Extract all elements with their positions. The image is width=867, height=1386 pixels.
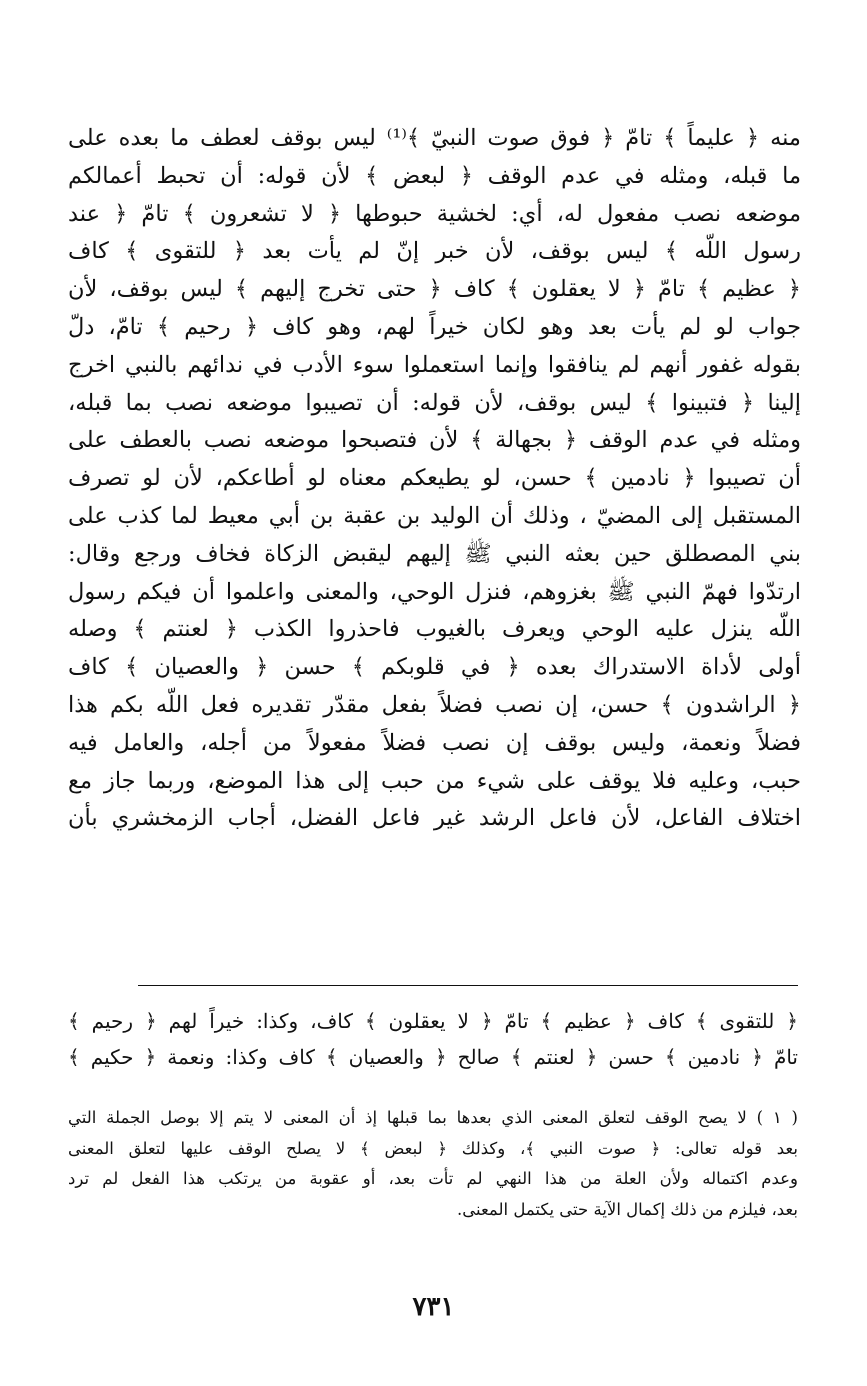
main-text-line: حبب، وعليه فلا يوقف على شيء من حبب إلى هذا الموضع، وربما جاز مع — [68, 767, 801, 794]
footnote-line: ( ١ ) لا يصح الوقف لتعلق المعنى الذي بعدها بما قبلها إذ أن المعنى لا يتم إلا بوصل الجملة التي — [68, 1108, 798, 1127]
main-text-body — [68, 120, 801, 838]
main-text-line: منه ﴿ عليماً ﴾ تامّ ﴿ فوق صوت النبيّ ﴾⁽¹⁾ ليس بوقف لعطف ما بعده على — [68, 125, 801, 151]
page-number: ٧٣١ — [412, 1292, 455, 1322]
variant-line: تامّ ﴿ نادمين ﴾ حسن ﴿ لعنتم ﴾ صالح ﴿ والعصيان ﴾ كاف وكذا: ونعمة ﴿ حكيم ﴾ — [68, 1045, 798, 1069]
main-text-line: رسول اللّه ﴾ ليس بوقف، لأن خبر إنّ لم يأت بعد ﴿ للتقوى ﴾ كاف — [68, 238, 801, 265]
main-text-line: إلينا ﴿ فتبينوا ﴾ ليس بوقف، لأن قوله: أن تصيبوا موضعه نصب بما قبله، — [68, 389, 801, 416]
footnote-line: بعد قوله تعالى: ﴿ صوت النبي ﴾، وكذلك ﴿ لبعض ﴾ لا يصلح الوقف عليها لتعلق المعنى — [68, 1138, 798, 1158]
footnote-separator — [138, 985, 798, 986]
main-text-line: ارتدّوا فهمّ النبي ﷺ بغزوهم، فنزل الوحي، والمعنى واعلموا أن فيكم رسول — [68, 578, 801, 605]
variant-line: ﴿ للتقوى ﴾ كاف ﴿ عظيم ﴾ تامّ ﴿ لا يعقلون ﴾ كاف، وكذا: خيراً لهم ﴿ رحيم ﴾ — [68, 1009, 798, 1033]
main-text-line: فضلاً ونعمة، وليس بوقف إن نصب فضلاً مفعولاً من أجله، والعامل فيه — [68, 729, 801, 756]
main-text-line: اختلاف الفاعل، لأن فاعل الرشد غير فاعل الفضل، أجاب الزمخشري بأن — [68, 805, 801, 832]
main-text-line: ﴿ الراشدون ﴾ حسن، إن نصب فضلاً بفعل مقدّر تقديره فعل اللّه بكم هذا — [68, 691, 801, 718]
main-text-line: ما قبله، ومثله في عدم الوقف ﴿ لبعض ﴾ لأن قوله: أن تحبط أعمالكم — [68, 162, 801, 189]
footnote-line: بعد، فيلزم من ذلك إكمال الآية حتى يكتمل المعنى. — [457, 1199, 798, 1219]
footnote-line: وعدم اكتماله ولأن العلة من هذا النهي لم تأت بعد، أو عقوبة من يرتكب هذا الفعل لم ترد — [68, 1169, 798, 1188]
footnote — [68, 1103, 798, 1225]
main-text-line: أولى لأداة الاستدراك بعده ﴿ في قلوبكم ﴾ حسن ﴿ والعصيان ﴾ كاف — [68, 654, 801, 681]
variant-notes — [68, 1003, 798, 1075]
main-text-line: أن تصيبوا ﴿ نادمين ﴾ حسن، لو يطيعكم معناه لو أطاعكم، لأن لو تصرف — [68, 465, 801, 492]
main-text-line: موضعه نصب مفعول له، أي: لخشية حبوطها ﴿ لا تشعرون ﴾ تامّ ﴿ عند — [68, 200, 801, 227]
main-text-line: ومثله في عدم الوقف ﴿ بجهالة ﴾ لأن فتصبحوا موضعه نصب بالعطف على — [68, 427, 801, 454]
main-text-line: المستقبل إلى المضيّ ، وذلك أن الوليد بن عقبة بن أبي معيط لما كذب على — [68, 502, 801, 529]
main-text-line: بني المصطلق حين بعثه النبي ﷺ إليهم ليقبض الزكاة فخاف ورجع وقال: — [68, 540, 801, 567]
main-text-line: جواب لو لم يأت بعد وهو لكان خيراً لهم، وهو كاف ﴿ رحيم ﴾ تامّ، دلّ — [68, 313, 801, 340]
main-text-line: ﴿ عظيم ﴾ تامّ ﴿ لا يعقلون ﴾ كاف ﴿ حتى تخرج إليهم ﴾ ليس بوقف، لأن — [68, 276, 801, 303]
main-text-line: اللّه ينزل عليه الوحي ويعرف بالغيوب فاحذروا الكذب ﴿ لعنتم ﴾ وصله — [68, 616, 801, 643]
main-text-line: بقوله غفور أنهم لم ينافقوا وإنما استعملوا سوء الأدب في ندائهم بالنبي اخرج — [68, 351, 801, 378]
